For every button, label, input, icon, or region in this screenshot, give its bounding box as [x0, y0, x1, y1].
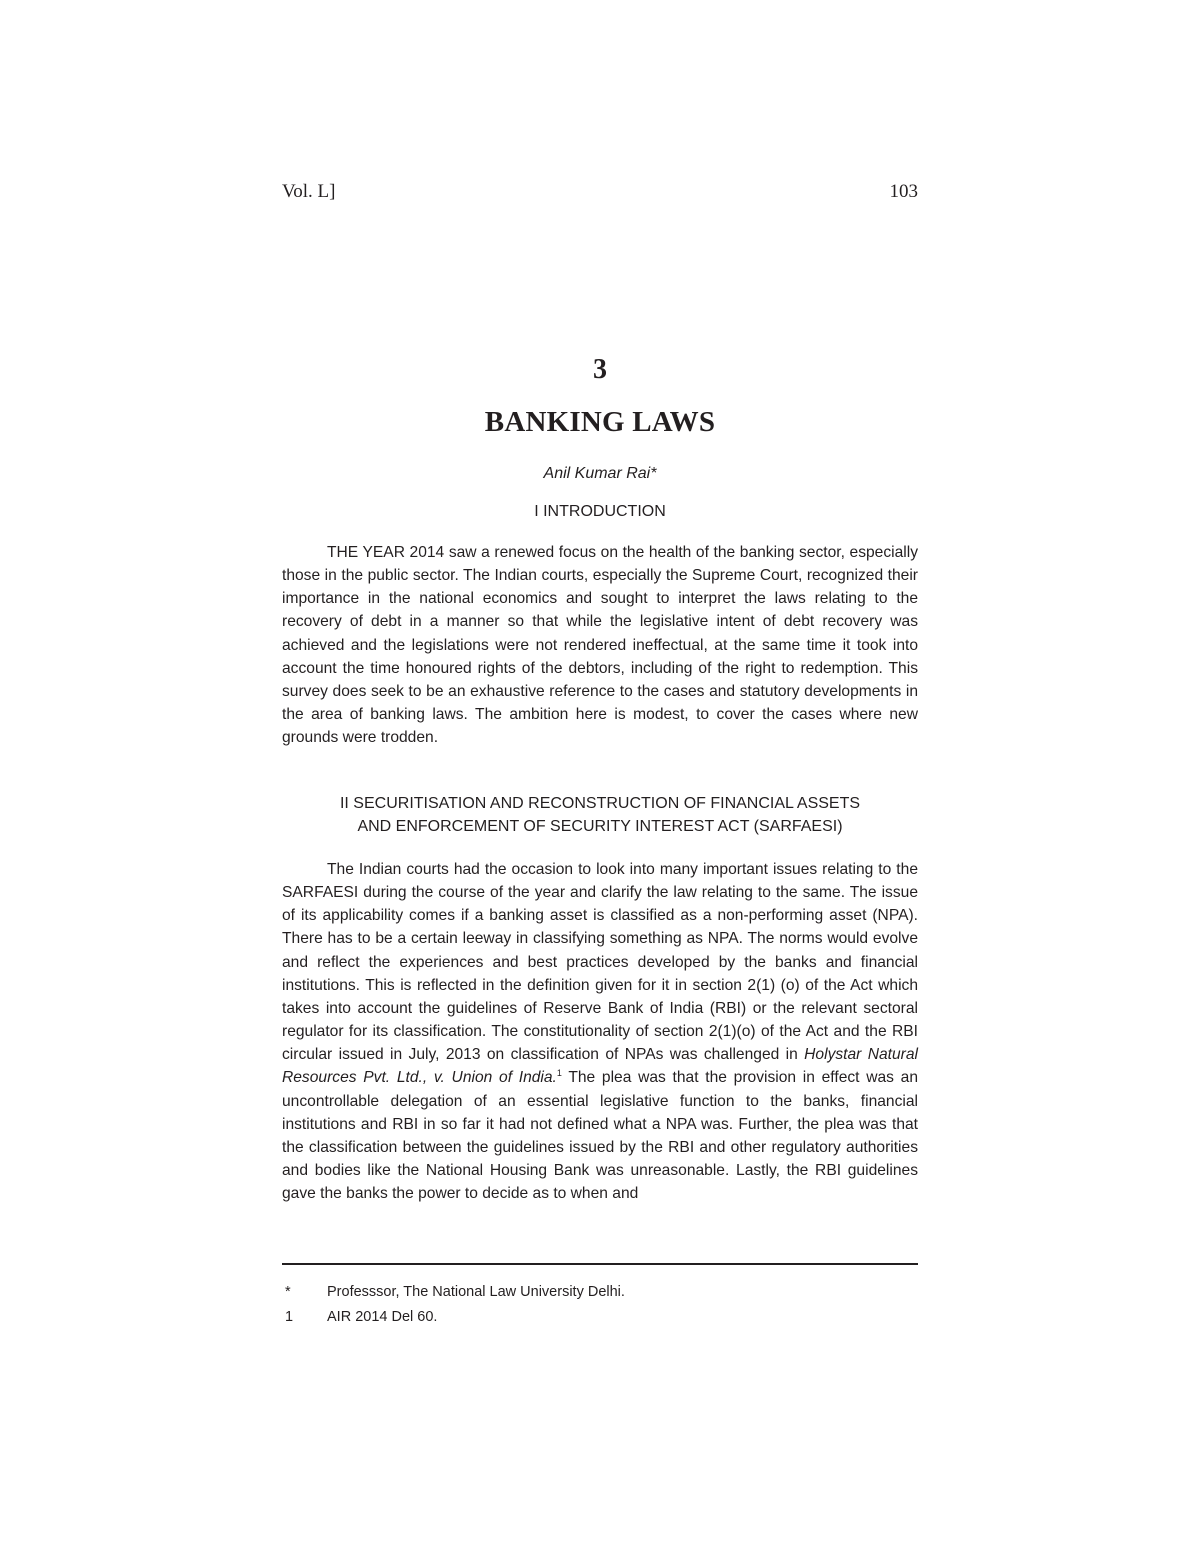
footnote-text: AIR 2014 Del 60.: [327, 1309, 438, 1325]
footnote-reference[interactable]: 1: [556, 1068, 562, 1079]
footnote-author: [282, 1281, 918, 1306]
author-name: Anil Kumar Rai*: [543, 465, 657, 482]
paragraph-text: THE YEAR 2014 saw a renewed focus on the health of the banking sector, especially those in the public sector. The Indian courts, especially the Supreme Court, recognized their importance in the national economics and sought to interpret the laws relating to the recovery of debt in a manner so that while the legislative intent of debt recovery was achieved and the legislations were not rendered ineffectual, at the same time it took into account the time honoured rights of the debtors, including of the right to redemption. This survey does seek to be an exhaustive reference to the cases and statutory developments in the area of banking laws. The ambition here is modest, to cover the cases where new grounds were trodden.: [282, 544, 918, 747]
chapter-number: 3: [593, 354, 607, 385]
section-heading-introduction: I INTRODUCTION: [534, 503, 666, 520]
footnote-1: [282, 1306, 918, 1331]
chapter-title: BANKING LAWS: [484, 406, 716, 438]
section-heading-sarfaesi: [282, 792, 918, 838]
case-name: Holystar Natural Resources Pvt. Ltd., v. Union of India.: [282, 1046, 918, 1087]
section-heading-line-2: AND ENFORCEMENT OF SECURITY INTEREST ACT (SARFAESI): [357, 818, 843, 835]
footnotes: [282, 1281, 918, 1331]
footnote-mark: 1: [285, 1309, 294, 1325]
sarfaesi-paragraph: [282, 858, 918, 1205]
footnote-mark: *: [285, 1284, 291, 1300]
paragraph-text-part-1: The Indian courts had the occasion to look into many important issues relating to the SARFAESI during the course of the year and clarify the law relating to the same. The issue of its applicability comes if a banking asset is classified as a non-performing asset (NPA). There has to be a certain leeway in classifying something as NPA. The norms would evolve and reflect the experiences and best practices developed by the banks and financial institutions. This is reflected in the definition given for it in section 2(1) (o) of the Act which takes into account the guidelines of Reserve Bank of India (RBI) or the relevant sectoral regulator for its classification. The constitutionality of section 2(1)(o) of the Act and the RBI circular issued in July, 2013 on classification of NPAs was challenged in: [282, 861, 918, 1064]
section-heading-line-1: II SECURITISATION AND RECONSTRUCTION OF FINANCIAL ASSETS: [339, 795, 861, 812]
running-head: [282, 178, 918, 206]
footnote-text: Professsor, The National Law University Delhi.: [327, 1284, 625, 1300]
page-number: 103: [889, 181, 918, 202]
paragraph-text-part-2: The plea was that the provision in effect was an uncontrollable delegation of an essential legislative function to the banks, financial institutions and RBI in so far it had not defined what a NPA was. Further, the plea was that the classification between the guidelines issued by the RBI and other regulatory authorities and bodies like the National Housing Bank was unreasonable. Lastly, the RBI guidelines gave the banks the power to decide as to when and: [282, 1069, 918, 1203]
footnote-divider: [282, 1263, 918, 1265]
paragraph-text: [282, 858, 918, 1205]
introduction-paragraph: [282, 541, 918, 749]
volume-label: Vol. L]: [282, 181, 336, 202]
